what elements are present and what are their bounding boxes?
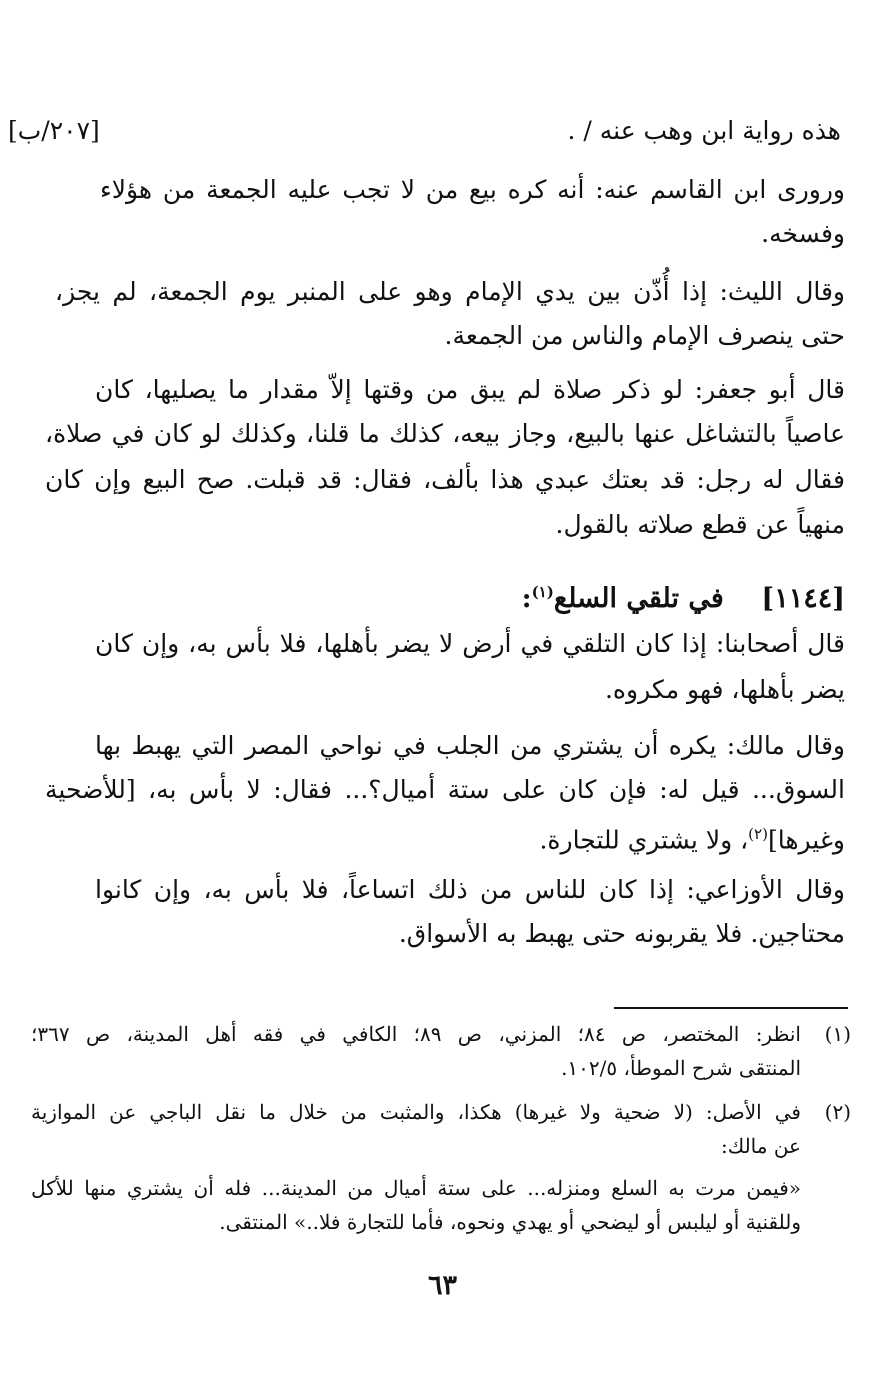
paragraph-line: عاصياً بالتشاغل عنها بالبيع، وجاز بيعه، كذلك ما قلنا، وكذلك لو كان في صلاة،: [45, 419, 845, 448]
page-number: ٦٣: [427, 1270, 457, 1301]
footnote-line: عن مالك:: [720, 1134, 801, 1158]
paragraph-line: قال أصحابنا: إذا كان التلقي في أرض لا يضر بأهلها، فلا بأس به، وإن كان: [95, 629, 845, 658]
paragraph-line: وفسخه.: [761, 219, 845, 248]
footnote-line: المنتقى شرح الموطأ، ١٠٢/٥.: [561, 1056, 801, 1080]
paragraph-text: وغيرها]: [767, 825, 845, 855]
folio-marker: [٢٠٧/ب]: [8, 116, 100, 145]
paragraph-line: ورورى ابن القاسم عنه: أنه كره بيع من لا تجب عليه الجمعة من هؤلاء: [100, 175, 845, 204]
paragraph-line: يضر بأهلها، فهو مكروه.: [604, 675, 845, 704]
paragraph-line: فقال له رجل: قد بعتك عبدي هذا بألف، فقال: قد قبلت. صح البيع وإن كان: [45, 465, 845, 494]
paragraph-line: وقال الليث: إذا أُذّن بين يدي الإمام وهو على المنبر يوم الجمعة، لم يجز،: [55, 277, 845, 306]
footnote-line: وللقنية أو ليلبس أو ليضحي أو يهدي ونحوه، فأما للتجارة فلا..» المنتقى.: [219, 1210, 801, 1234]
paragraph-text: ، ولا يشتري للتجارة.: [539, 825, 749, 855]
section-colon: :: [521, 583, 532, 614]
footnote-line: «فيمن مرت به السلع ومنزله... على ستة أميال من المدينة... فله أن يشتري منها للأكل: [31, 1176, 802, 1200]
paragraph-line: [539, 817, 845, 857]
footnote-number: (٢): [824, 1100, 851, 1124]
section-title: في تلقي السلع: [553, 583, 724, 614]
section-heading: [522, 575, 845, 616]
footnote-ref: (٢): [748, 825, 768, 843]
paragraph-line: محتاجين. فلا يقربونه حتى يهبط به الأسواق.: [398, 919, 845, 948]
section-number: [١١٤٤]: [761, 583, 845, 614]
footnote-ref: (١): [531, 583, 554, 601]
footnote-number: (١): [824, 1022, 851, 1046]
paragraph-line: حتى ينصرف الإمام والناس من الجمعة.: [444, 321, 845, 350]
footnote-line: انظر: المختصر، ص ٨٤؛ المزني، ص ٨٩؛ الكافي في فقه أهل المدينة، ص ٣٦٧؛: [31, 1022, 801, 1046]
footnote-line: في الأصل: (لا ضحية ولا غيرها) هكذا، والمثبت من خلال ما نقل الباجي عن الموازية: [31, 1100, 801, 1124]
header-line: هذه رواية ابن وهب عنه / .: [567, 116, 841, 145]
footnote-separator: [614, 1007, 848, 1009]
paragraph-line: وقال الأوزاعي: إذا كان للناس من ذلك اتساعاً، فلا بأس به، وإن كانوا: [95, 875, 845, 904]
paragraph-line: قال أبو جعفر: لو ذكر صلاة لم يبق من وقتها إلاّ مقدار ما يصليها، كان: [95, 375, 845, 404]
paragraph-line: منهياً عن قطع صلاته بالقول.: [555, 510, 845, 539]
paragraph-line: وقال مالك: يكره أن يشتري من الجلب في نواحي المصر التي يهبط بها: [95, 731, 845, 760]
paragraph-line: السوق... قيل له: فإن كان على ستة أميال؟... فقال: لا بأس به، [للأضحية: [45, 775, 845, 804]
